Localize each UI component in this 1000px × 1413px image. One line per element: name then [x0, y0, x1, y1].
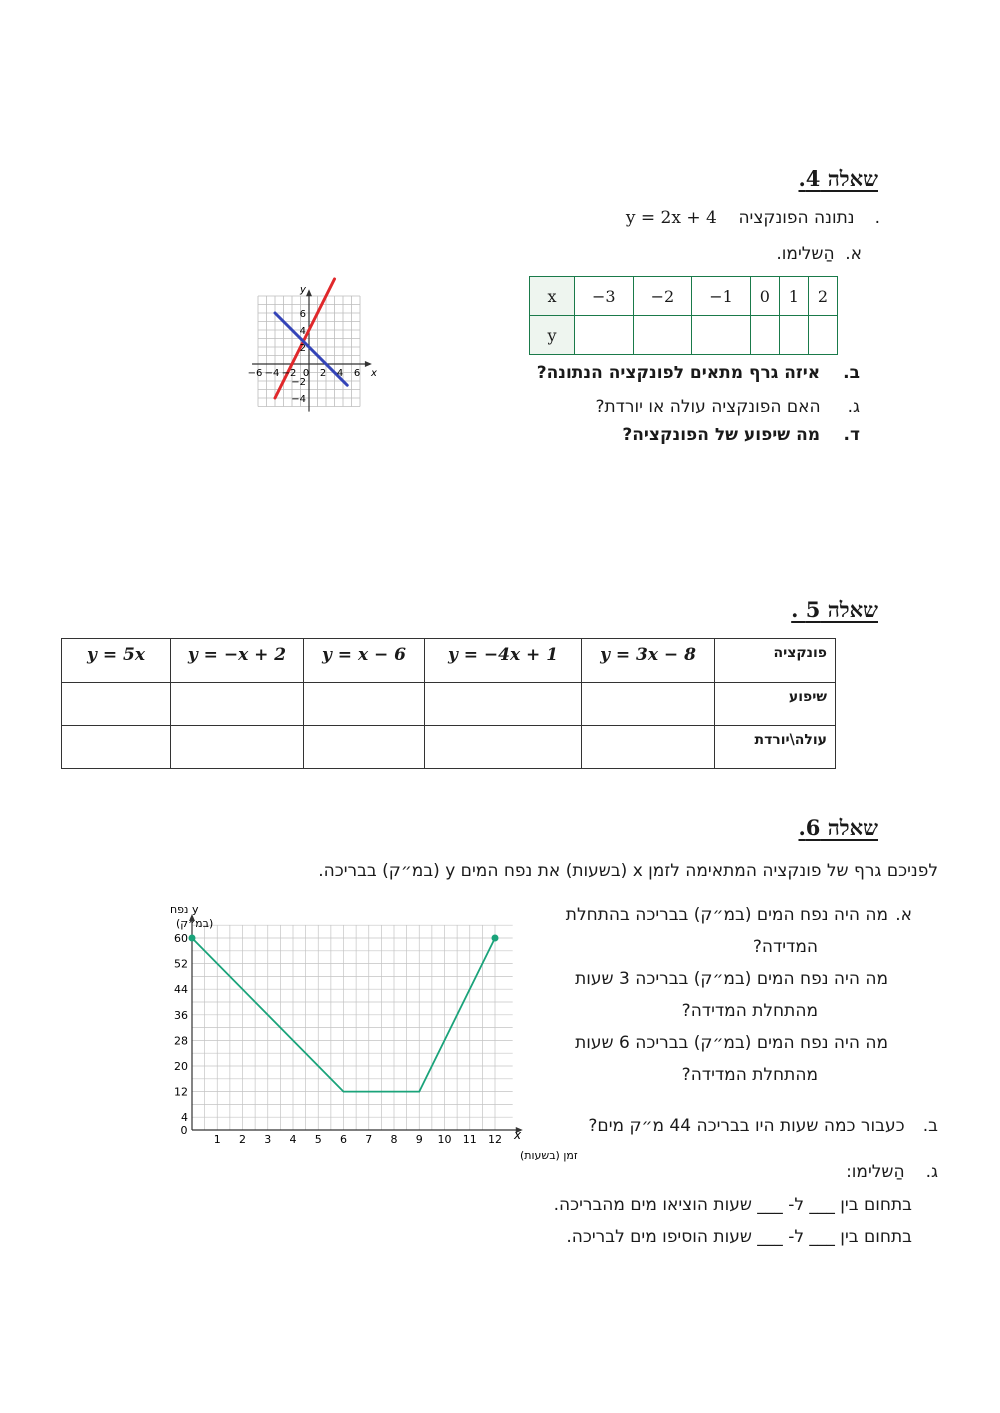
q4-x-tick-label: −4 — [264, 368, 280, 379]
q5-functions-table — [61, 638, 836, 769]
q4-intro — [626, 208, 880, 228]
q4-c-text: האם הפונקציה עולה או יורדת? — [595, 397, 821, 417]
q4-d-text: מה שיפוע של הפונקציה? — [622, 425, 821, 445]
q6-x-tick-label: 2 — [239, 1133, 246, 1146]
q4-table-x-header: x — [530, 277, 575, 316]
q4-x-tick-label: −2 — [281, 368, 297, 379]
q4-part-a — [776, 244, 862, 264]
q6-b-marker: ב. — [922, 1116, 938, 1136]
q4-x-tick-label: 4 — [336, 368, 344, 379]
q4-y-tick-label: 4 — [299, 326, 306, 337]
q5-row-header-function: פונקציה — [715, 639, 836, 683]
q6-y-label-line2: (במ״ק) — [176, 917, 214, 930]
q6-x-tick-label: 9 — [415, 1133, 423, 1146]
q6-a-line: מה היה נפח המים (במ״ק) בבריכה בהתחלת — [565, 905, 888, 925]
q6-y-tick-label: 44 — [174, 983, 188, 997]
q4-y-axis-label: y — [300, 284, 306, 296]
q5-row-header-slope: שיפוע — [715, 683, 836, 726]
q5-answer-cell[interactable] — [425, 683, 582, 726]
q6-b-text: כעבור כמה שעות היו בבריכה 44 מ״ק מים? — [588, 1116, 905, 1136]
q4-y-tick-label: −2 — [291, 377, 306, 388]
q4-table-x-row — [530, 277, 838, 316]
q6-a-line: המדידה? — [752, 937, 818, 957]
q4-table-y-answer-cell[interactable] — [750, 316, 779, 355]
q4-intro-label: נתונה הפונקציה — [738, 208, 855, 228]
q4-b-text: איזה גרף מתאים לפונקציה הנתונה? — [536, 363, 821, 383]
q6-y-tick-label: 52 — [174, 957, 188, 971]
q6-y-label-line1: y נפח — [170, 903, 199, 916]
q5-answer-cell[interactable] — [62, 726, 171, 769]
q6-x-tick-label: 1 — [213, 1133, 221, 1146]
q6-a-line: מהתחלת המדידה? — [681, 1001, 818, 1021]
q6-x-tick-label: 0 — [180, 1124, 188, 1137]
q6-x-tick-label: 12 — [488, 1133, 502, 1146]
q4-a-text: הַשלימו. — [776, 244, 835, 264]
q6-y-tick-label: 12 — [174, 1085, 188, 1099]
q6-start-point — [189, 935, 196, 942]
q5-title: שאלה 5 . — [791, 597, 878, 622]
q4-a-marker: א. — [845, 244, 862, 264]
q4-x-tick-label: 0 — [302, 368, 310, 379]
q4-table-x-cell: −1 — [692, 277, 751, 316]
q5-answer-cell[interactable] — [171, 683, 304, 726]
q4-x-tick-label: 2 — [319, 368, 327, 379]
q4-value-table — [529, 276, 838, 355]
q6-x-tick-label: 4 — [289, 1133, 297, 1146]
q6-a-text — [566, 899, 888, 1091]
q4-table-x-cell: 2 — [808, 277, 837, 316]
q4-x-tick-label: −6 — [247, 368, 263, 379]
q4-x-axis-label: x — [371, 368, 377, 379]
q4-part-d — [622, 425, 860, 445]
q4-table-y-answer-cell[interactable] — [575, 316, 634, 355]
q6-c-line-2: בתחום בין ___ ל- ___ שעות הוסיפו מים לבריכה. — [566, 1227, 912, 1247]
q6-a-marker: א. — [895, 905, 912, 925]
q6-c-text: הַשלימו: — [846, 1162, 905, 1182]
q4-table-x-cell: −3 — [575, 277, 634, 316]
q4-table-x-cell: −2 — [633, 277, 692, 316]
q6-y-tick-label: 4 — [181, 1111, 188, 1125]
q5-function-cell: y = 5x — [62, 639, 171, 683]
q6-x-tick-label: 7 — [365, 1133, 373, 1146]
q4-b-marker: ב. — [843, 363, 860, 383]
q6-grid — [192, 925, 513, 1130]
q6-y-tick-label: 28 — [174, 1034, 188, 1048]
q5-answer-cell[interactable] — [582, 683, 715, 726]
q4-y-tick-label: 6 — [299, 309, 306, 320]
q4-axes — [252, 285, 377, 412]
q6-title: שאלה 6. — [798, 815, 878, 840]
q6-c-line-1: בתחום בין ___ ל- ___ שעות הוציאו מים מהבריכה. — [553, 1195, 912, 1215]
q6-part-b — [588, 1116, 938, 1136]
q4-table-x-cell: 1 — [779, 277, 808, 316]
q5-functions-row — [62, 639, 836, 683]
q4-y-tick-label: −4 — [291, 394, 306, 405]
q4-x-axis-arrow — [365, 361, 372, 367]
q4-c-marker: ג. — [847, 397, 860, 417]
q5-row-header-direction: עולה\יורדת — [715, 726, 836, 769]
q5-answer-cell[interactable] — [304, 683, 425, 726]
q5-function-cell: y = −4x + 1 — [425, 639, 582, 683]
q5-function-cell: y = −x + 2 — [171, 639, 304, 683]
q4-title: שאלה 4. — [798, 166, 878, 191]
q6-x-tick-label: 8 — [390, 1133, 398, 1146]
q6-x-tick-label: 10 — [437, 1133, 452, 1146]
q4-table-y-answer-cell[interactable] — [779, 316, 808, 355]
q4-y-axis-arrow — [306, 289, 312, 296]
q6-x-caption: זמן (בשעות) — [520, 1149, 578, 1162]
q5-direction-row — [62, 726, 836, 769]
q5-answer-cell[interactable] — [582, 726, 715, 769]
q6-x-tick-label: 11 — [462, 1133, 477, 1146]
q4-x-tick-label: 6 — [353, 368, 361, 379]
q4-part-b — [537, 363, 860, 383]
q4-coordinate-graph — [185, 205, 445, 460]
q6-part-a — [512, 899, 912, 1091]
q6-intro: לפניכם גרף של פונקציה המתאימה לזמן x (בשעות) את נפח המים y (במ״ק) בבריכה. — [318, 861, 938, 881]
q4-d-marker: ד. — [843, 425, 860, 445]
q4-bullet: . — [874, 208, 880, 228]
q5-answer-cell[interactable] — [62, 683, 171, 726]
q4-table-y-answer-cell[interactable] — [808, 316, 837, 355]
q6-x-tick-label: 6 — [340, 1133, 347, 1146]
q6-y-tick-label: 20 — [174, 1060, 188, 1073]
q6-a-line: מהתחלת המדידה? — [681, 1065, 818, 1085]
q6-a-line: מה היה נפח המים (במ״ק) בבריכה 6 שעות — [575, 1033, 888, 1053]
q6-c-marker: ג. — [925, 1162, 938, 1182]
q6-end-point — [492, 935, 499, 942]
q6-x-tick-label: 3 — [264, 1133, 272, 1146]
q4-table-x-cell: 0 — [750, 277, 779, 316]
q6-a-line: מה היה נפח המים (במ״ק) בבריכה 3 שעות — [575, 969, 888, 989]
q4-function: y = 2x + 4 — [625, 208, 717, 228]
q6-y-tick-label: 60 — [174, 932, 188, 945]
q5-function-cell: y = 3x − 8 — [582, 639, 715, 683]
q6-y-tick-label: 36 — [174, 1008, 188, 1022]
q4-table-y-header: y — [530, 316, 575, 355]
q6-x-axis-label: x — [514, 1128, 522, 1142]
q6-tick-labels — [174, 932, 502, 1146]
q6-x-tick-label: 5 — [314, 1133, 322, 1146]
q5-answer-cell[interactable] — [425, 726, 582, 769]
q5-slope-row — [62, 683, 836, 726]
q4-table-y-row — [530, 316, 838, 355]
q4-table-y-answer-cell[interactable] — [692, 316, 751, 355]
q6-part-c — [846, 1162, 938, 1182]
q5-function-cell: y = x − 6 — [304, 639, 425, 683]
q4-table-y-answer-cell[interactable] — [633, 316, 692, 355]
q4-y-tick-label: 2 — [299, 343, 306, 354]
q6-volume-graph — [130, 898, 578, 1166]
q5-answer-cell[interactable] — [304, 726, 425, 769]
q4-part-c — [595, 397, 860, 417]
q5-answer-cell[interactable] — [171, 726, 304, 769]
